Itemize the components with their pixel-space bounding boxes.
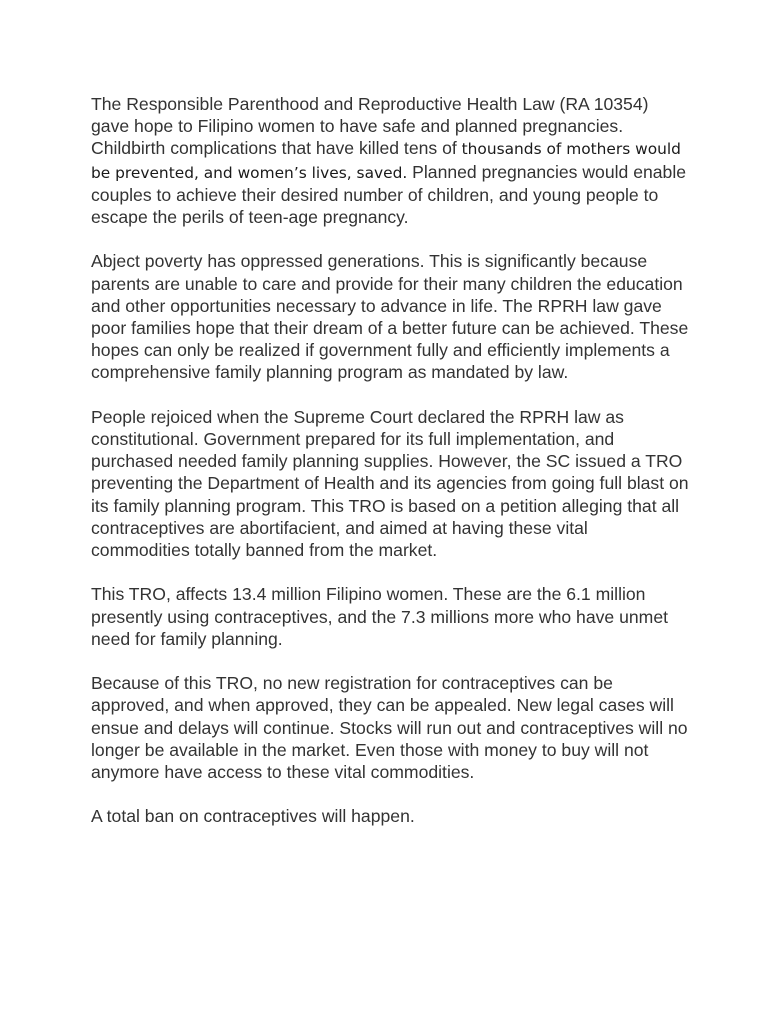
paragraph-4: This TRO, affects 13.4 million Filipino women. These are the 6.1 million presently using contraceptives, and the 7.3 millions more who have unmet need for family planning.	[91, 584, 668, 649]
paragraph-1-text-b: Planned pregnancies would enable couples to achieve their desired number of children, and young people to escape the perils of teen-age pregnancy.	[91, 161, 687, 228]
paragraph-2: Abject poverty has oppressed generations. This is significantly because parents are unable to care and provide for their many children the education and other opportunities necessary to advance in life. The RPRH law gave poor families hope that their dream of a better future can be achieved. These hopes can only be realized if government fully and efficiently implements a comprehensive family planning program as mandated by law.	[91, 251, 689, 383]
document-body	[91, 93, 691, 850]
paragraph-6: A total ban on contraceptives will happen.	[91, 806, 415, 827]
paragraph-1	[91, 93, 691, 228]
paragraph-5: Because of this TRO, no new registration for contraceptives can be approved, and when approved, they can be appealed. New legal cases will ensue and delays will continue. Stocks will run out and contraceptives will no longer be available in the market. Even those with money to buy will not anymore have access to these vital commodities.	[91, 673, 688, 783]
paragraph-1-text-a: The Responsible Parenthood and Reproductive Health Law (RA 10354) gave hope to Filipino women to have safe and planned pregnancies. Childbirth complications that have killed tens of	[91, 94, 649, 159]
paragraph-1-emphasized-text: thousands of mothers would be prevented, and women’s lives, saved.	[91, 140, 681, 182]
paragraph-3: People rejoiced when the Supreme Court declared the RPRH law as constitutional. Government prepared for its full implementation, and purchased needed family planning supplies. However, the SC issued a TRO preventing the Department of Health and its agencies from going full blast on its family planning program. This TRO is based on a petition alleging that all contraceptives are abortifacient, and aimed at having these vital commodities totally banned from the market.	[91, 406, 689, 561]
